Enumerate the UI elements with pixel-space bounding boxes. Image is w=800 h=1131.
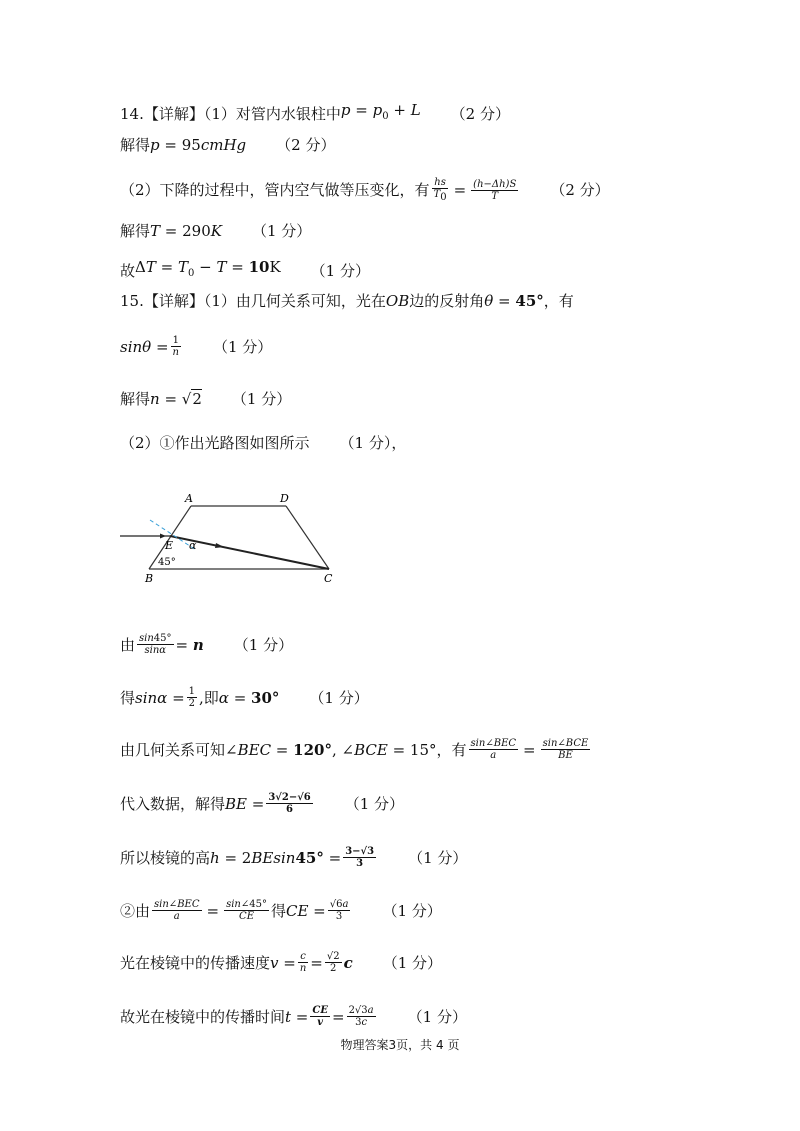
q15-equals-12: = bbox=[331, 1007, 345, 1026]
q14-line-1 bbox=[120, 100, 510, 127]
q15-fraction-half: $\frac{1}{2}$ bbox=[188, 686, 196, 709]
q15-ce: CE = bbox=[285, 901, 326, 920]
q14-text-2: 解得 bbox=[120, 136, 151, 154]
q15-fraction-ce: $\frac{√6a}{3}$ bbox=[329, 899, 349, 922]
q15-fraction-bec-2: $\frac{\text{sin∠BEC}}{a}$ bbox=[154, 899, 200, 922]
q14-formula-4: T = 290K bbox=[150, 222, 222, 240]
q15-height: h = 2BEsin45° = bbox=[210, 848, 342, 867]
q15-line-4 bbox=[120, 433, 406, 453]
q14-text-3: （2）下降的过程中，管内空气做等压变化，有 bbox=[120, 181, 430, 199]
q15-fraction-45-ce: $\frac{\sin\angle 45^\circ}{CE}$ bbox=[226, 899, 267, 922]
q15-score-11: （1 分） bbox=[382, 953, 443, 972]
q14-formula-5: $\Delta T = T_0 - T = 10K$ bbox=[135, 258, 281, 279]
q15-equals-10: = bbox=[206, 901, 220, 920]
q15-score-2: （1 分） bbox=[212, 337, 273, 356]
q15-fraction-cn: $\frac{c}{n}$ bbox=[299, 951, 307, 974]
q15-fraction-h: $\frac{3-√3}{3}$ bbox=[345, 846, 375, 869]
q14-line-2 bbox=[120, 135, 335, 155]
q15-angles: ∠BEC = 120°, ∠BCE = 15°， bbox=[225, 740, 452, 759]
q15-heading-text: 15.【详解】（1）由几何关系可知，光在 bbox=[120, 292, 386, 310]
q15-c: c bbox=[343, 953, 353, 972]
q15-score-12: （1 分） bbox=[407, 1007, 467, 1026]
label-E: E bbox=[165, 539, 174, 552]
q15-line-11 bbox=[120, 951, 442, 974]
incident-ray-arrow bbox=[160, 534, 166, 539]
q15-theta: θ = 45° bbox=[484, 292, 544, 310]
q15-text-12: 故光在棱镜中的传播时间 bbox=[120, 1007, 286, 1026]
q14-score-3: （2 分） bbox=[550, 181, 610, 199]
q15-equals-11: = bbox=[310, 953, 323, 972]
q14-equals: = bbox=[453, 181, 467, 199]
q15-text-6b: ,即 bbox=[199, 688, 219, 707]
label-B: B bbox=[145, 572, 154, 585]
label-A: A bbox=[185, 492, 193, 505]
q15-line-3 bbox=[120, 389, 291, 409]
q14-score-4: （1 分） bbox=[251, 222, 312, 240]
q15-fraction-be: $\frac{3√2-√6}{6}$ bbox=[268, 792, 311, 815]
q14-fraction-hs: $\frac{hs}{T_0}$ bbox=[433, 177, 447, 203]
label-D: D bbox=[280, 492, 289, 505]
q15-line-6 bbox=[120, 686, 369, 709]
q15-score-4: （1 分）， bbox=[339, 434, 407, 452]
q15-line-2 bbox=[120, 335, 272, 358]
q15-text-11: 光在棱镜中的传播速度 bbox=[120, 953, 271, 972]
q15-text-4: （2）①作出光路图如图所示 bbox=[120, 434, 310, 452]
q14-score-1: （2 分） bbox=[450, 104, 510, 123]
q14-line-5 bbox=[120, 257, 370, 284]
q15-equals-7: = bbox=[523, 740, 536, 759]
q15-score-3: （1 分） bbox=[231, 390, 292, 408]
q15-be: BE = bbox=[225, 794, 265, 813]
q15-text-8: 代入数据，解得 bbox=[120, 794, 226, 813]
q15-text-6a: 得 bbox=[120, 688, 136, 707]
label-angle-45: 45° bbox=[158, 557, 176, 568]
q15-alpha-value: α = 30° bbox=[218, 688, 280, 707]
q15-fraction-bec: $\frac{\text{sin∠BEC}}{a}$ bbox=[470, 738, 517, 761]
q15-t: t = bbox=[285, 1007, 309, 1026]
q15-score-9: （1 分） bbox=[408, 848, 468, 867]
q15-line-10 bbox=[120, 899, 442, 922]
q15-score-6: （1 分） bbox=[309, 688, 369, 707]
q15-line-1 bbox=[120, 291, 574, 311]
q15-line-5 bbox=[120, 633, 293, 656]
q15-score-8: （1 分） bbox=[344, 794, 405, 813]
q15-formula-3: n = √2 bbox=[150, 390, 202, 408]
q14-formula-2: p = 95cmHg bbox=[150, 136, 247, 154]
q15-text-7b: 有 bbox=[451, 740, 467, 759]
q14-fraction-hdh: $\frac{(h-\Delta h)S}{T}$ bbox=[473, 178, 517, 202]
q15-fraction-bce: $\frac{\text{sin∠BCE}}{BE}$ bbox=[542, 738, 589, 761]
q15-fraction-sin45: $\frac{\sin 45^\circ}{\sin\alpha}$ bbox=[139, 633, 172, 656]
q14-line-4 bbox=[120, 221, 311, 241]
q15-fraction-cev: $\frac{CE}{v}$ bbox=[312, 1005, 328, 1028]
q15-fraction-t: $\frac{2√3a}{3c}$ bbox=[348, 1005, 374, 1028]
q15-text-9: 所以棱镜的高 bbox=[120, 848, 211, 867]
q15-score-10: （1 分） bbox=[382, 901, 442, 920]
q15-sin-alpha: sinα = bbox=[135, 688, 185, 707]
q15-line-9 bbox=[120, 846, 467, 869]
q15-line-12 bbox=[120, 1005, 467, 1028]
q15-fraction-1n: $\frac{1}{n}$ bbox=[172, 335, 179, 358]
q15-text-3: 解得 bbox=[120, 390, 151, 408]
q14-formula-1: $p = p_0 + L$ bbox=[340, 101, 421, 122]
q15-text-10b: 得 bbox=[270, 901, 286, 920]
q15-fraction-root2: $\frac{√2}{2}$ bbox=[326, 951, 340, 974]
prism-right-edge bbox=[286, 506, 329, 569]
label-alpha: α bbox=[189, 539, 197, 552]
q14-text-5: 故 bbox=[120, 261, 136, 280]
q15-text-1b: 边的反射角 bbox=[409, 292, 485, 310]
q15-text-7a: 由几何关系可知 bbox=[120, 740, 226, 759]
q14-score-5: （1 分） bbox=[310, 261, 370, 280]
q15-line-7 bbox=[120, 738, 592, 761]
q15-v: v = bbox=[270, 953, 296, 972]
label-C: C bbox=[324, 572, 333, 585]
q15-text-1c: ，有 bbox=[543, 292, 574, 310]
q15-ob: OB bbox=[385, 292, 410, 310]
q15-text-5: 由 bbox=[120, 635, 136, 654]
q15-score-5: （1 分） bbox=[233, 635, 294, 654]
page-footer: 物理答案3页，共 4 页 bbox=[340, 1038, 460, 1052]
q15-formula-5: = n bbox=[175, 635, 204, 654]
q15-line-8 bbox=[120, 792, 404, 815]
q14-score-2: （2 分） bbox=[276, 136, 336, 154]
q14-line-3 bbox=[120, 177, 610, 203]
q15-sin-theta: sinθ = bbox=[120, 337, 169, 356]
q14-heading-text: 14.【详解】（1）对管内水银柱中 bbox=[120, 104, 341, 123]
light-path-diagram bbox=[118, 488, 348, 588]
q15-text-10a: ②由 bbox=[120, 901, 151, 920]
q14-text-4: 解得 bbox=[120, 222, 151, 240]
